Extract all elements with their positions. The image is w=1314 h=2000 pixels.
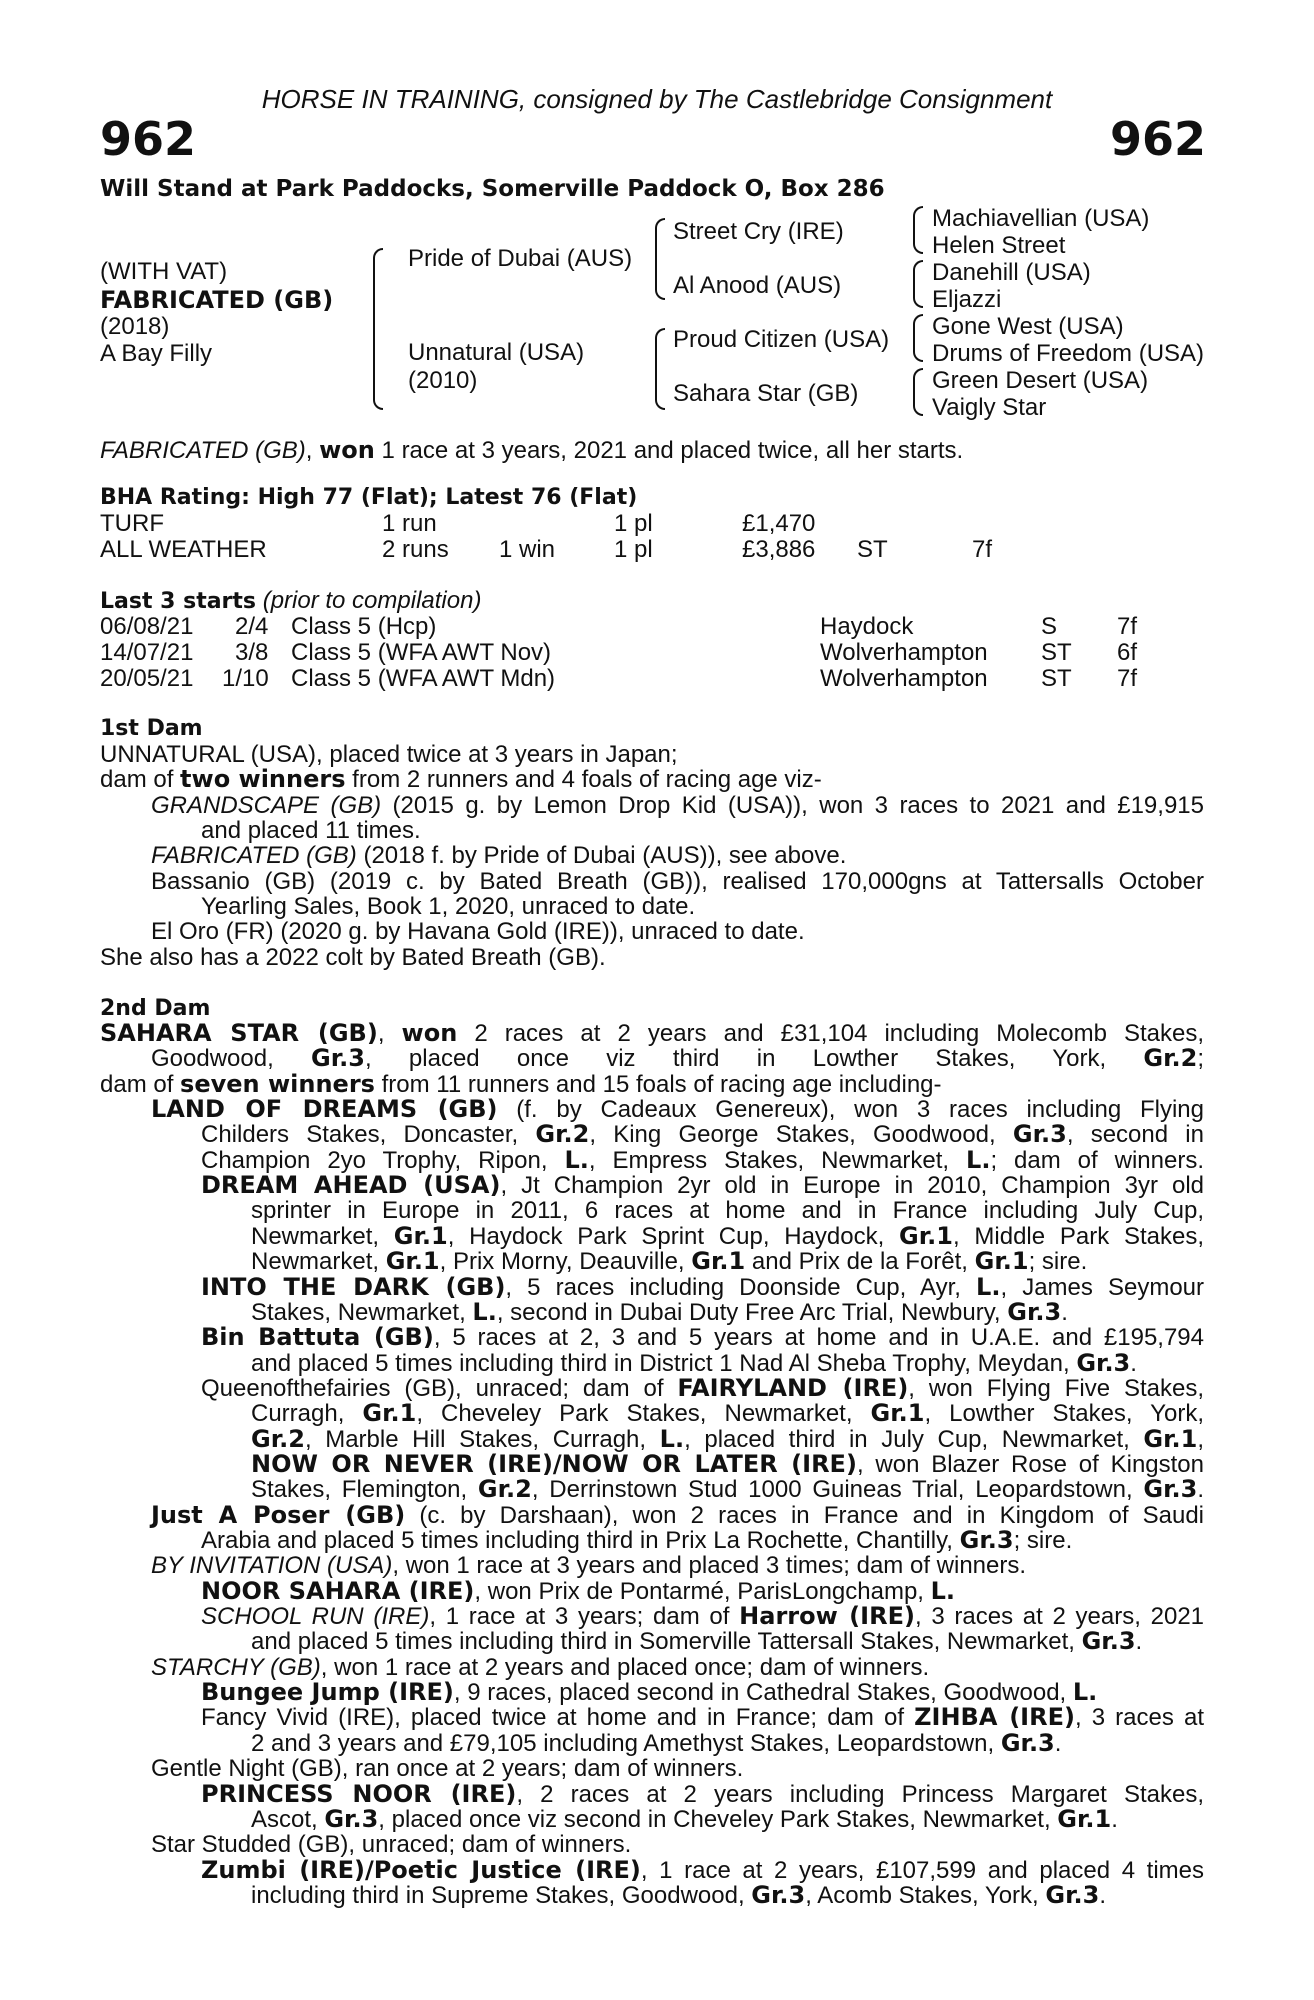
second-dam-line: including third in Supreme Stakes, Goodwood, Gr.3, Acomb Stakes, York, Gr.3.	[251, 1881, 1106, 1909]
second-dam-line: STARCHY (GB), won 1 race at 2 years and placed once; dam of winners.	[151, 1654, 930, 1681]
second-dam-line: Bin Battuta (GB), 5 races at 2, 3 and 5 years at home and in U.A.E. and £195,794	[201, 1323, 1205, 1351]
start-distance: 7f	[1117, 665, 1138, 692]
lot-number-right: 962	[1109, 112, 1206, 166]
offspring-line: Bassanio (GB) (2019 c. by Bated Breath (GB)), realised 170,000gns at Tattersalls October	[151, 868, 1204, 895]
second-dam-title: 2nd Dam	[100, 996, 211, 1021]
rating-going: ST	[857, 536, 888, 563]
second-dam-line: Just A Poser (GB) (c. by Darshaan), won 2 races in France and in Kingdom of Saudi	[151, 1501, 1204, 1529]
second-dam-line: Fancy Vivid (IRE), placed twice at home and in France; dam of ZIHBA (IRE), 3 races at	[201, 1703, 1204, 1731]
second-dam-line: Childers Stakes, Doncaster, Gr.2, King George Stakes, Goodwood, Gr.3, second in	[201, 1120, 1204, 1148]
second-dam-line: Gentle Night (GB), ran once at 2 years; dam of winners.	[151, 1755, 744, 1782]
start-date: 20/05/21	[100, 665, 194, 692]
second-dam-line: Curragh, Gr.1, Cheveley Park Stakes, Newmarket, Gr.1, Lowther Stakes, York,	[251, 1399, 1204, 1427]
second-dam-line: Ascot, Gr.3, placed once viz second in Cheveley Park Stakes, Newmarket, Gr.1.	[251, 1805, 1118, 1833]
gen3-7: Green Desert (USA)	[932, 367, 1149, 394]
dam-year: (2010)	[408, 367, 478, 394]
second-dam-line: 2 and 3 years and £79,105 including Amethyst Stakes, Leopardstown, Gr.3.	[251, 1729, 1062, 1757]
sire: Pride of Dubai (AUS)	[408, 245, 633, 272]
first-dam-line: She also has a 2022 colt by Bated Breath (GB).	[100, 944, 606, 971]
start-course: Wolverhampton	[820, 639, 988, 666]
vat-note: (WITH VAT)	[100, 258, 228, 285]
dam-dam: Sahara Star (GB)	[673, 380, 859, 407]
brace-sire	[655, 218, 665, 300]
offspring-line: Yearling Sales, Book 1, 2020, unraced to date.	[201, 893, 696, 920]
rating-earnings: £1,470	[742, 510, 816, 537]
second-dam-line: Star Studded (GB), unraced; dam of winners.	[151, 1831, 632, 1858]
dam-sire: Proud Citizen (USA)	[673, 326, 890, 353]
catalogue-subtitle: HORSE IN TRAINING, consigned by The Castlebridge Consignment	[261, 84, 1053, 114]
start-course: Haydock	[820, 613, 914, 640]
start-position: 2/4	[235, 613, 269, 640]
second-dam-line: Zumbi (IRE)/Poetic Justice (IRE), 1 race at 2 years, £107,599 and placed 4 times	[201, 1856, 1204, 1884]
brace-main	[373, 248, 383, 410]
gen3-4: Eljazzi	[932, 286, 1002, 313]
first-dam-title: 1st Dam	[100, 716, 203, 741]
start-race: Class 5 (WFA AWT Mdn)	[291, 665, 556, 692]
brace-g2	[913, 260, 923, 308]
second-dam-line: Queenofthefairies (GB), unraced; dam of FAIRYLAND (IRE), won Flying Five Stakes,	[201, 1374, 1204, 1402]
start-race: Class 5 (WFA AWT Nov)	[291, 639, 552, 666]
second-dam-line: Champion 2yo Trophy, Ripon, L., Empress Stakes, Newmarket, L.; dam of winners.	[201, 1146, 1204, 1174]
last-starts-note: (prior to compilation)	[262, 587, 482, 614]
second-dam-line: SCHOOL RUN (IRE), 1 race at 3 years; dam of Harrow (IRE), 3 races at 2 years, 2021	[201, 1602, 1205, 1630]
offspring-line: GRANDSCAPE (GB) (2015 g. by Lemon Drop Kid (USA)), won 3 races to 2021 and £19,915	[151, 792, 1204, 819]
second-dam-line: Gr.2, Marble Hill Stakes, Curragh, L., placed third in July Cup, Newmarket, Gr.1,	[251, 1425, 1205, 1453]
gen3-8: Vaigly Star	[932, 394, 1047, 421]
second-dam-line: LAND OF DREAMS (GB) (f. by Cadeaux Genereux), won 3 races including Flying	[151, 1095, 1204, 1123]
second-dam-line: Arabia and placed 5 times including third in Prix La Rochette, Chantilly, Gr.3; sire.	[201, 1526, 1073, 1554]
horse-description: A Bay Filly	[100, 340, 213, 367]
second-dam-line: INTO THE DARK (GB), 5 races including Doonside Cup, Ayr, L., James Seymour	[201, 1273, 1204, 1301]
rating-placed: 1 pl	[614, 510, 653, 537]
gen3-5: Gone West (USA)	[932, 313, 1124, 340]
second-dam-line: NOW OR NEVER (IRE)/NOW OR LATER (IRE), won Blazer Rose of Kingston	[251, 1450, 1205, 1478]
start-position: 1/10	[222, 665, 269, 692]
lot-number-left: 962	[100, 112, 197, 166]
brace-g4	[913, 368, 923, 416]
summary-won: won	[319, 436, 375, 464]
start-distance: 6f	[1117, 639, 1138, 666]
second-dam-line: BY INVITATION (USA), won 1 race at 3 years and placed 3 times; dam of winners.	[151, 1552, 1027, 1579]
start-date: 06/08/21	[100, 613, 194, 640]
horse-name: FABRICATED (GB)	[100, 286, 334, 314]
rating-distance: 7f	[972, 536, 993, 563]
rating-earnings: £3,886	[742, 536, 816, 563]
last-starts-title: Last 3 starts	[100, 589, 257, 614]
second-dam-line: Stakes, Newmarket, L., second in Dubai Duty Free Arc Trial, Newbury, Gr.3.	[251, 1298, 1068, 1326]
race-summary: FABRICATED (GB), won 1 race at 3 years, 2021 and placed twice, all her starts.	[100, 436, 964, 464]
sire-dam-name: Al Anood (AUS)	[673, 272, 842, 299]
second-dam-line: DREAM AHEAD (USA), Jt Champion 2yr old in Europe in 2010, Champion 3yr old	[201, 1171, 1204, 1199]
brace-g3	[913, 314, 923, 362]
start-course: Wolverhampton	[820, 665, 988, 692]
bha-rating-title: BHA Rating: High 77 (Flat); Latest 76 (Flat)	[100, 485, 638, 510]
second-dam-line: Stakes, Flemington, Gr.2, Derrinstown Stud 1000 Guineas Trial, Leopardstown, Gr.3.	[251, 1475, 1204, 1503]
offspring-line: and placed 11 times.	[201, 817, 421, 844]
sire-sire: Street Cry (IRE)	[673, 218, 844, 245]
second-dam-line: and placed 5 times including third in District 1 Nad Al Sheba Trophy, Meydan, Gr.3.	[251, 1349, 1137, 1377]
first-dam-line: UNNATURAL (USA), placed twice at 3 years in Japan;	[100, 741, 678, 768]
rating-placed: 1 pl	[614, 536, 653, 563]
start-going: S	[1041, 613, 1058, 640]
gen3-6: Drums of Freedom (USA)	[932, 340, 1205, 367]
second-dam-line: Newmarket, Gr.1, Haydock Park Sprint Cup, Haydock, Gr.1, Middle Park Stakes,	[251, 1222, 1204, 1250]
second-dam-line: SAHARA STAR (GB), won 2 races at 2 years and £31,104 including Molecomb Stakes,	[100, 1019, 1205, 1047]
start-race: Class 5 (Hcp)	[291, 613, 437, 640]
start-going: ST	[1041, 665, 1072, 692]
second-dam-line: PRINCESS NOOR (IRE), 2 races at 2 years including Princess Margaret Stakes,	[201, 1780, 1204, 1808]
second-dam-line: Goodwood, Gr.3, placed once viz third in Lowther Stakes, York, Gr.2;	[151, 1044, 1204, 1072]
second-dam-line: dam of seven winners from 11 runners and 15 foals of racing age including-	[100, 1070, 942, 1098]
rating-runs: 1 run	[382, 510, 437, 537]
offspring-line: El Oro (FR) (2020 g. by Havana Gold (IRE)), unraced to date.	[151, 918, 805, 945]
brace-dam	[655, 328, 665, 410]
horse-year: (2018)	[100, 313, 170, 340]
last-starts-heading	[100, 588, 481, 614]
second-dam-line: sprinter in Europe in 2011, 6 races at home and in France including July Cup,	[251, 1197, 1204, 1224]
summary-horse-name: FABRICATED (GB)	[100, 437, 306, 464]
stand-location: Will Stand at Park Paddocks, Somerville Paddock O, Box 286	[100, 176, 885, 202]
dam: Unnatural (USA)	[408, 339, 585, 366]
start-distance: 7f	[1117, 613, 1138, 640]
second-dam-line: NOOR SAHARA (IRE), won Prix de Pontarmé, ParisLongchamp, L.	[201, 1577, 956, 1605]
rating-wins: 1 win	[499, 536, 556, 563]
start-going: ST	[1041, 639, 1072, 666]
second-dam-line: and placed 5 times including third in Somerville Tattersall Stakes, Newmarket, Gr.3.	[251, 1627, 1143, 1655]
second-dam-line: Bungee Jump (IRE), 9 races, placed second in Cathedral Stakes, Goodwood, L.	[201, 1678, 1098, 1706]
gen3-1: Machiavellian (USA)	[932, 205, 1150, 232]
summary-rest: 1 race at 3 years, 2021 and placed twice, all her starts.	[381, 437, 964, 464]
gen3-3: Danehill (USA)	[932, 259, 1091, 286]
brace-g1	[913, 206, 923, 254]
rating-surface: ALL WEATHER	[100, 536, 267, 563]
rating-surface: TURF	[100, 510, 164, 537]
first-dam-line: dam of two winners from 2 runners and 4 foals of racing age viz-	[100, 765, 822, 793]
offspring-line: FABRICATED (GB) (2018 f. by Pride of Dubai (AUS)), see above.	[151, 842, 847, 869]
rating-runs: 2 runs	[382, 536, 449, 563]
second-dam-line: Newmarket, Gr.1, Prix Morny, Deauville, Gr.1 and Prix de la Forêt, Gr.1; sire.	[251, 1247, 1088, 1275]
start-position: 3/8	[235, 639, 269, 666]
gen3-2: Helen Street	[932, 232, 1066, 259]
start-date: 14/07/21	[100, 639, 194, 666]
